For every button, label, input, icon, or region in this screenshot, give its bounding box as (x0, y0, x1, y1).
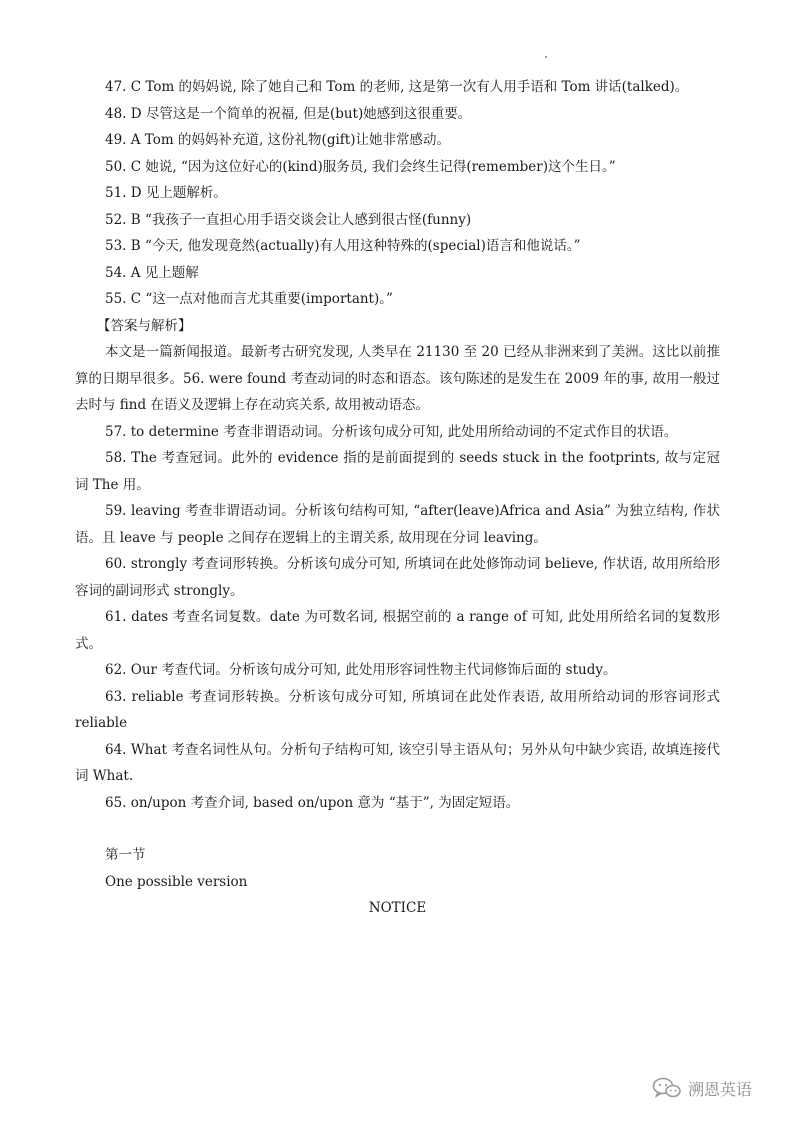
answer-item: 54. A 见上题解 (105, 264, 199, 281)
answer-item: 50. C 她说, “因为这位好心的(kind)服务员, 我们会终生记得(remember)这个生日。” (105, 158, 616, 175)
answer-item: 57. to determine 考查非谓语动词。分析该句成分可知, 此处用所给动词的不定式作目的状语。 (105, 423, 678, 440)
answer-item: 59. leaving 考查非谓语动词。分析该句结构可知, “after(leave)Africa and Asia” 为独立结构, 作状语。且 leave 与 people 之间存在逻辑上的主谓关系, 故用现在分词 leaving。 (75, 503, 720, 546)
intro-paragraph: 本文是一篇新闻报道。最新考古研究发现, 人类早在 21130 至 20 已经从非洲来到了美洲。这比以前推算的日期早很多。56. were found 考查动词的时态和语态。该句陈述的是发生在 2009 年的事, 故用一般过去时与 find 在语义及逻辑上存在动宾关系, 故用被动语态。 (75, 344, 721, 413)
watermark (652, 1074, 752, 1102)
answer-item: 51. D 见上题解析。 (105, 185, 227, 201)
answer-item: 65. on/upon 考查介词, based on/upon 意为 “基于”, 为固定短语。 (105, 794, 520, 811)
answer-item: 60. strongly 考查词形转换。分析该句成分可知, 所填词在此处修饰动词 believe, 作状语, 故用所给形容词的副词形式 strongly。 (75, 556, 720, 599)
answer-item: 63. reliable 考查词形转换。分析该句成分可知, 所填词在此处作表语, 故用所给动词的形容词形式 reliable (75, 688, 720, 731)
stray-mark (545, 56, 547, 58)
answer-item: 48. D 尽管这是一个简单的祝福, 但是(but)她感到这很重要。 (105, 105, 472, 122)
document-body (75, 74, 720, 922)
notice-title: NOTICE (368, 900, 427, 916)
section-title: 第一节 (105, 847, 146, 863)
version-label: One possible version (105, 873, 248, 890)
answer-item: 62. Our 考查代词。分析该句成分可知, 此处用形容词性物主代词修饰后面的 study。 (105, 662, 617, 678)
wechat-icon (652, 1076, 682, 1100)
answer-item: 61. dates 考查名词复数。date 为可数名词, 根据空前的 a range of 可知, 此处用所给名词的复数形式。 (75, 609, 720, 652)
answer-item: 55. C “这一点对他而言尤其重要(important)。” (105, 291, 393, 307)
section-heading: 【答案与解析】 (97, 317, 192, 334)
answer-item: 52. B “我孩子一直担心用手语交谈会让人感到很古怪(funny) (105, 211, 472, 228)
answer-item: 47. C Tom 的妈妈说, 除了她自己和 Tom 的老师, 这是第一次有人用手语和 Tom 讲话(talked)。 (105, 79, 689, 95)
answer-item: 49. A Tom 的妈妈补充道, 这份礼物(gift)让她非常感动。 (105, 132, 450, 148)
answer-item: 64. What 考查名词性从句。分析句子结构可知, 该空引导主语从句；另外从句中缺少宾语, 故填连接代词 What. (75, 741, 720, 784)
answer-item: 58. The 考查冠词。此外的 evidence 指的是前面提到的 seeds stuck in the footprints, 故与定冠词 The 用。 (75, 450, 720, 493)
answer-item: 53. B “今天, 他发现竟然(actually)有人用这种特殊的(special)语言和他说话。” (105, 238, 581, 254)
watermark-text: 溯恩英语 (688, 1079, 753, 1099)
